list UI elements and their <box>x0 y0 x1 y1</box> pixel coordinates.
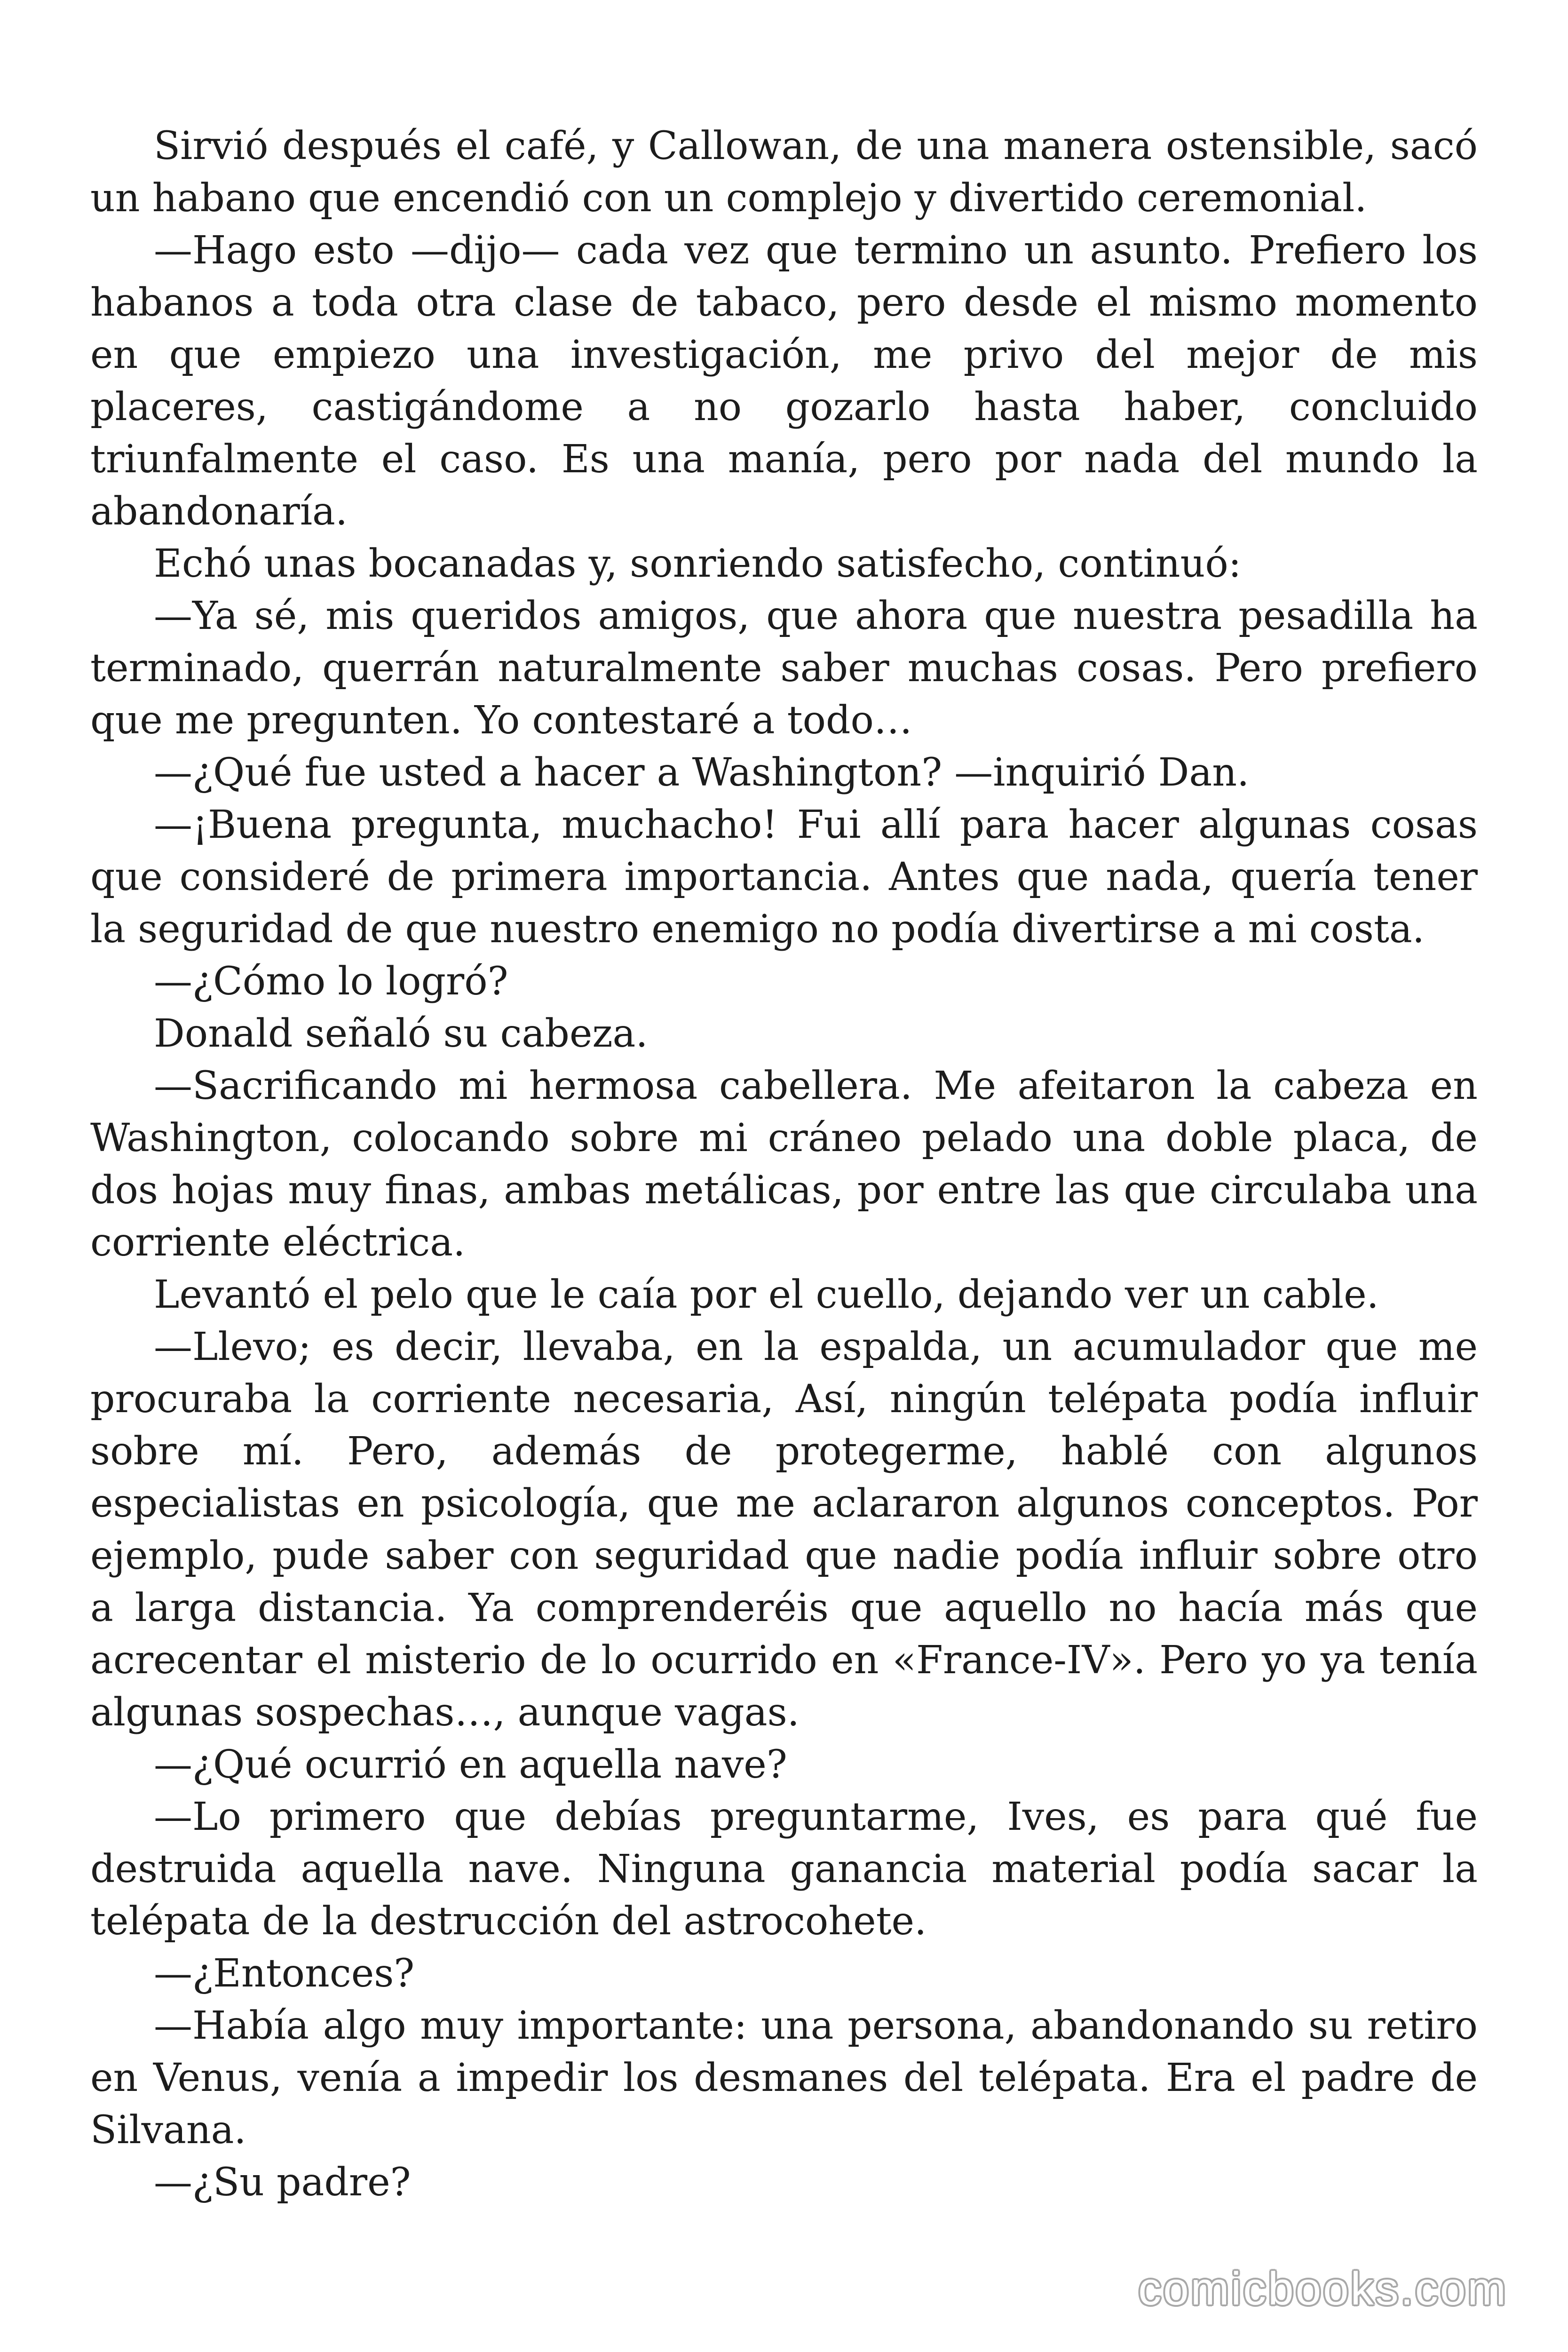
paragraph: —Había algo muy importante: una persona, abandonando su retiro en Venus, venía a impedir los desmanes del telépata. Era el padre de Silvana. <box>90 2003 1478 2153</box>
paragraph: Echó unas bocanadas y, sonriendo satisfecho, continuó: <box>154 541 1242 586</box>
paragraph: —Sacrificando mi hermosa cabellera. Me afeitaron la cabeza en Washington, colocando sobre mi cráneo pelado una doble placa, de dos hojas muy finas, ambas metálicas, por entre las que circulaba una corriente eléctrica. <box>90 1064 1478 1265</box>
paragraph: —¿Cómo lo logró? <box>154 959 508 1004</box>
paragraph: —¿Entonces? <box>154 1951 415 1996</box>
paragraph: —Lo primero que debías preguntarme, Ives, es para qué fue destruida aquella nave. Ninguna ganancia material podía sacar la telépata de la destrucción del astrocohete. <box>90 1795 1478 1944</box>
paragraph: Donald señaló su cabeza. <box>154 1011 648 1056</box>
watermark: comicbooks.com <box>1138 2263 1508 2314</box>
paragraph: —¿Su padre? <box>154 2160 411 2205</box>
paragraph: Levantó el pelo que le caía por el cuello, dejando ver un cable. <box>154 1272 1379 1317</box>
paragraph: —¡Buena pregunta, muchacho! Fui allí para hacer algunas cosas que consideré de primera importancia. Antes que nada, quería tener la seguridad de que nuestro enemigo no podía divertirse a mi costa. <box>90 803 1478 952</box>
page-body <box>90 120 1478 2209</box>
paragraph: —¿Qué ocurrió en aquella nave? <box>154 1742 787 1787</box>
paragraph: —¿Qué fue usted a hacer a Washington? —inquirió Dan. <box>154 750 1250 795</box>
paragraph: —Ya sé, mis queridos amigos, que ahora que nuestra pesadilla ha terminado, querrán naturalmente saber muchas cosas. Pero prefiero que me pregunten. Yo contestaré a todo… <box>90 594 1478 743</box>
paragraph: —Llevo; es decir, llevaba, en la espalda, un acumulador que me procuraba la corriente necesaria, Así, ningún telépata podía influir sobre mí. Pero, además de protegerme, hablé con algunos especialistas en psicología, que me aclararon algunos conceptos. Por ejemplo, pude saber con seguridad que nadie podía influir sobre otro a larga distancia. Ya comprenderéis que aquello no hacía más que acrecentar el misterio de lo ocurrido en «France-IV». Pero yo ya tenía algunas sospechas…, aunque vagas. <box>90 1325 1478 1735</box>
paragraph: —Hago esto —dijo— cada vez que termino un asunto. Prefiero los habanos a toda otra clase de tabaco, pero desde el mismo momento en que empiezo una investigación, me privo del mejor de mis placeres, castigándome a no gozarlo hasta haber, concluido triunfalmente el caso. Es una manía, pero por nada del mundo la abandonaría. <box>90 228 1478 534</box>
paragraph: Sirvió después el café, y Callowan, de una manera ostensible, sacó un habano que encendió con un complejo y divertido ceremonial. <box>90 124 1478 221</box>
